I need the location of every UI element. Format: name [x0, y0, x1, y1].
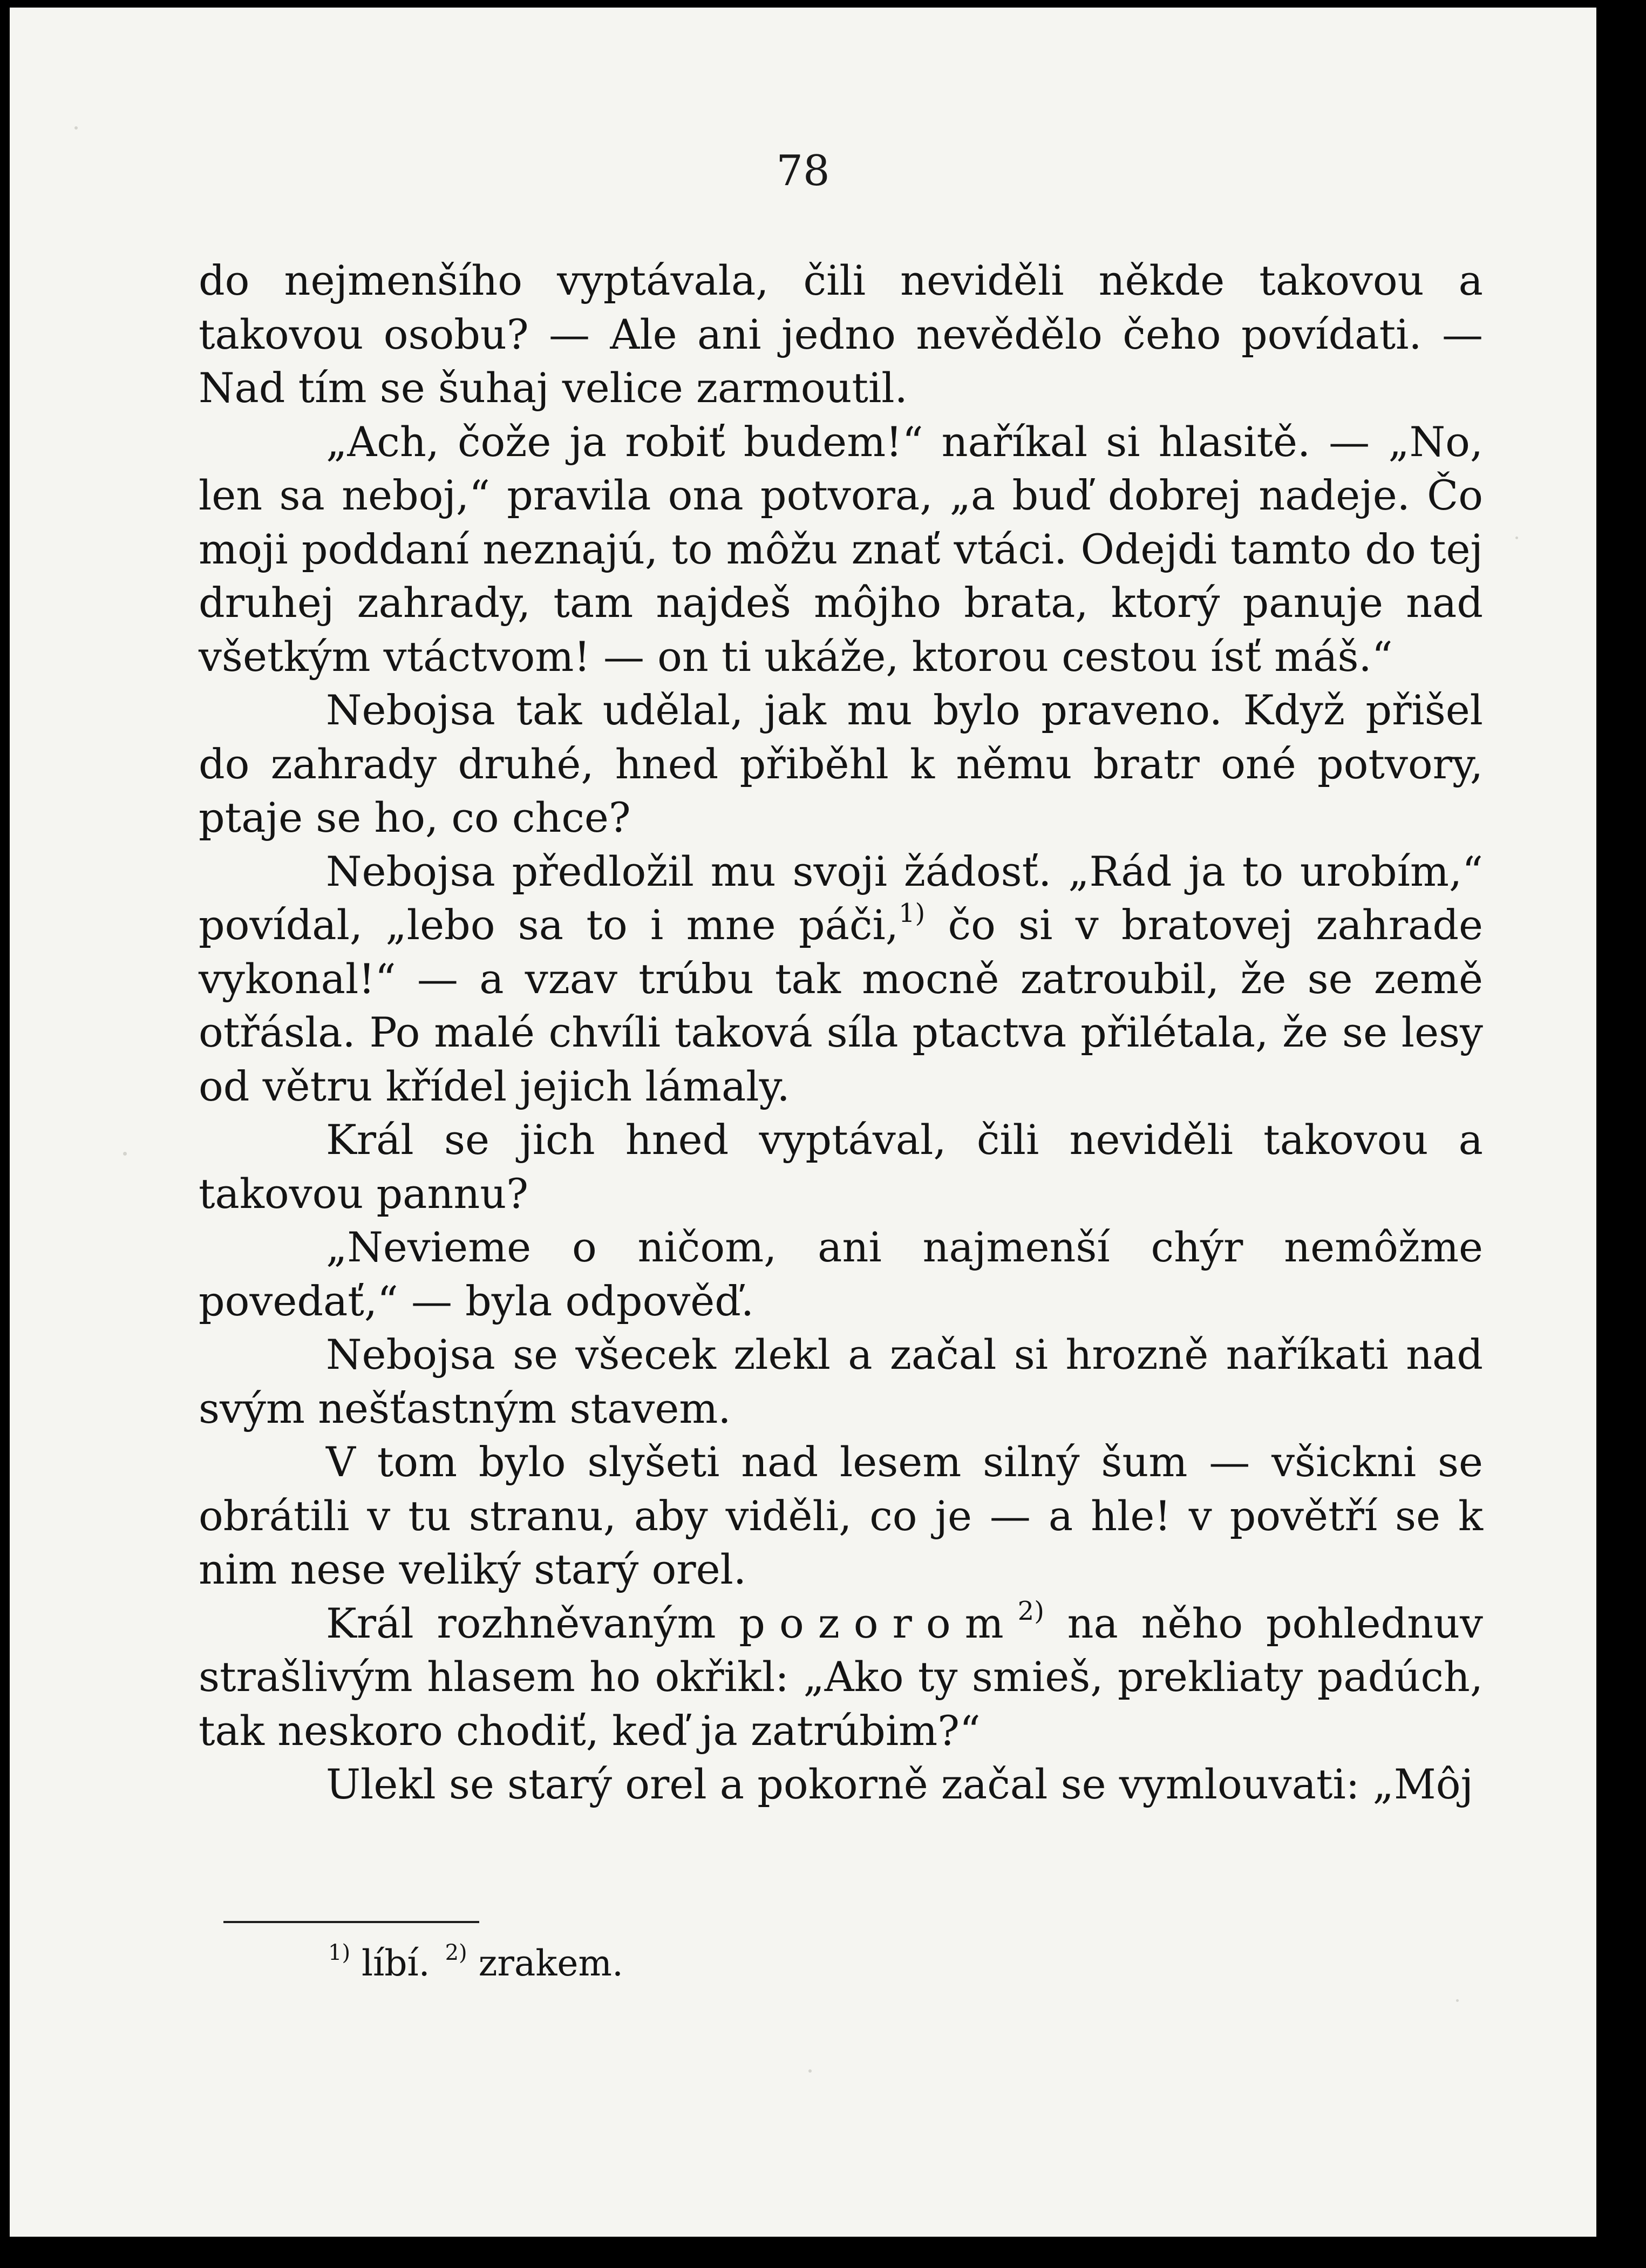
footnote-2 — [445, 1940, 623, 1984]
paragraph-9-text-before: Král rozhněvaným — [326, 1599, 739, 1647]
paragraph-9 — [199, 1597, 1483, 1758]
body-text — [199, 254, 1483, 1811]
footnotes — [328, 1942, 623, 1985]
paragraph-6: „Nevieme o ničom, ani najmenší chýr nemôžme povedať,“ — byla odpověď. — [199, 1223, 1483, 1325]
footnote-1-text: líbí. — [362, 1943, 430, 1984]
paragraph-8: V tom bylo slyšeti nad lesem silný šum — všickni se obrátili v tu stranu, aby viděli, co je — a hle! v povětří se k nim nese veliký starý orel. — [199, 1438, 1483, 1593]
paragraph-7: Nebojsa se všecek zlekl a začal si hrozně naříkati nad svým nešťastným stavem. — [199, 1330, 1483, 1432]
paragraph-10: Ulekl se starý orel a pokorně začal se vymlouvati: „Môj — [326, 1760, 1474, 1808]
footnote-2-marker: 2) — [445, 1940, 467, 1965]
footnote-divider — [223, 1921, 479, 1923]
footnote-1-marker: 1) — [328, 1940, 351, 1965]
paper-speck — [123, 1152, 127, 1156]
paragraph-2: „Ach, čože ja robiť budem!“ naříkal si hlasitě. — „No, len sa neboj,“ pravila ona potvora, „a buď dobrej nadeje. Čo moji poddaní neznajú, to môžu znať vtáci. Odejdi tamto do tej druhej zahrady, tam najdeš môjho brata, ktorý panuje nad všetkým vtáctvom! — on ti ukáže, ktorou cestou ísť máš.“ — [199, 417, 1483, 681]
paragraph-9-text-after: na něho pohlednuv strašlivým hlasem ho okřikl: „Ako ty smieš, prekliaty padúch, tak neskoro chodiť, keď ja zatrúbim?“ — [199, 1599, 1483, 1755]
paper-speck — [1456, 1999, 1459, 2002]
spaced-word: pozorom — [739, 1599, 1018, 1647]
paragraph-3: Nebojsa tak udělal, jak mu bylo praveno. Když přišel do zahrady druhé, hned přiběhl k němu bratr oné potvory, ptaje se ho, co chce? — [199, 686, 1483, 841]
paragraph-4 — [199, 845, 1483, 1113]
paragraph-5: Král se jich hned vyptával, čili neviděli takovou a takovou pannu? — [199, 1116, 1483, 1218]
page-number: 78 — [776, 147, 830, 195]
paper-speck — [808, 2069, 812, 2073]
footnote-1 — [328, 1940, 430, 1984]
paper-speck — [74, 126, 78, 130]
footnote-ref-2: 2) — [1017, 1596, 1044, 1627]
footnote-ref-1: 1) — [898, 898, 926, 928]
footnote-2-text: zrakem. — [478, 1943, 623, 1984]
paper-speck — [1515, 537, 1518, 539]
paragraph-1: do nejmenšího vyptávala, čili neviděli někde takovou a takovou osobu? — Ale ani jedno nevědělo čeho povídati. — Nad tím se šuhaj velice zarmoutil. — [199, 256, 1483, 412]
paragraph-4-text-after: čo si v bratovej zahrade vykonal!“ — a vzav trúbu tak mocně zatroubil, že se země otřásla. Po malé chvíli taková síla ptactva přilétala, že se lesy od větru křídel jejich lámaly. — [199, 901, 1483, 1110]
book-page — [10, 8, 1596, 2237]
paragraph-4-text-before: Nebojsa předložil mu svoji žádosť. „Rád ja to urobím,“ povídal, „lebo sa to i mne páči, — [199, 847, 1483, 949]
